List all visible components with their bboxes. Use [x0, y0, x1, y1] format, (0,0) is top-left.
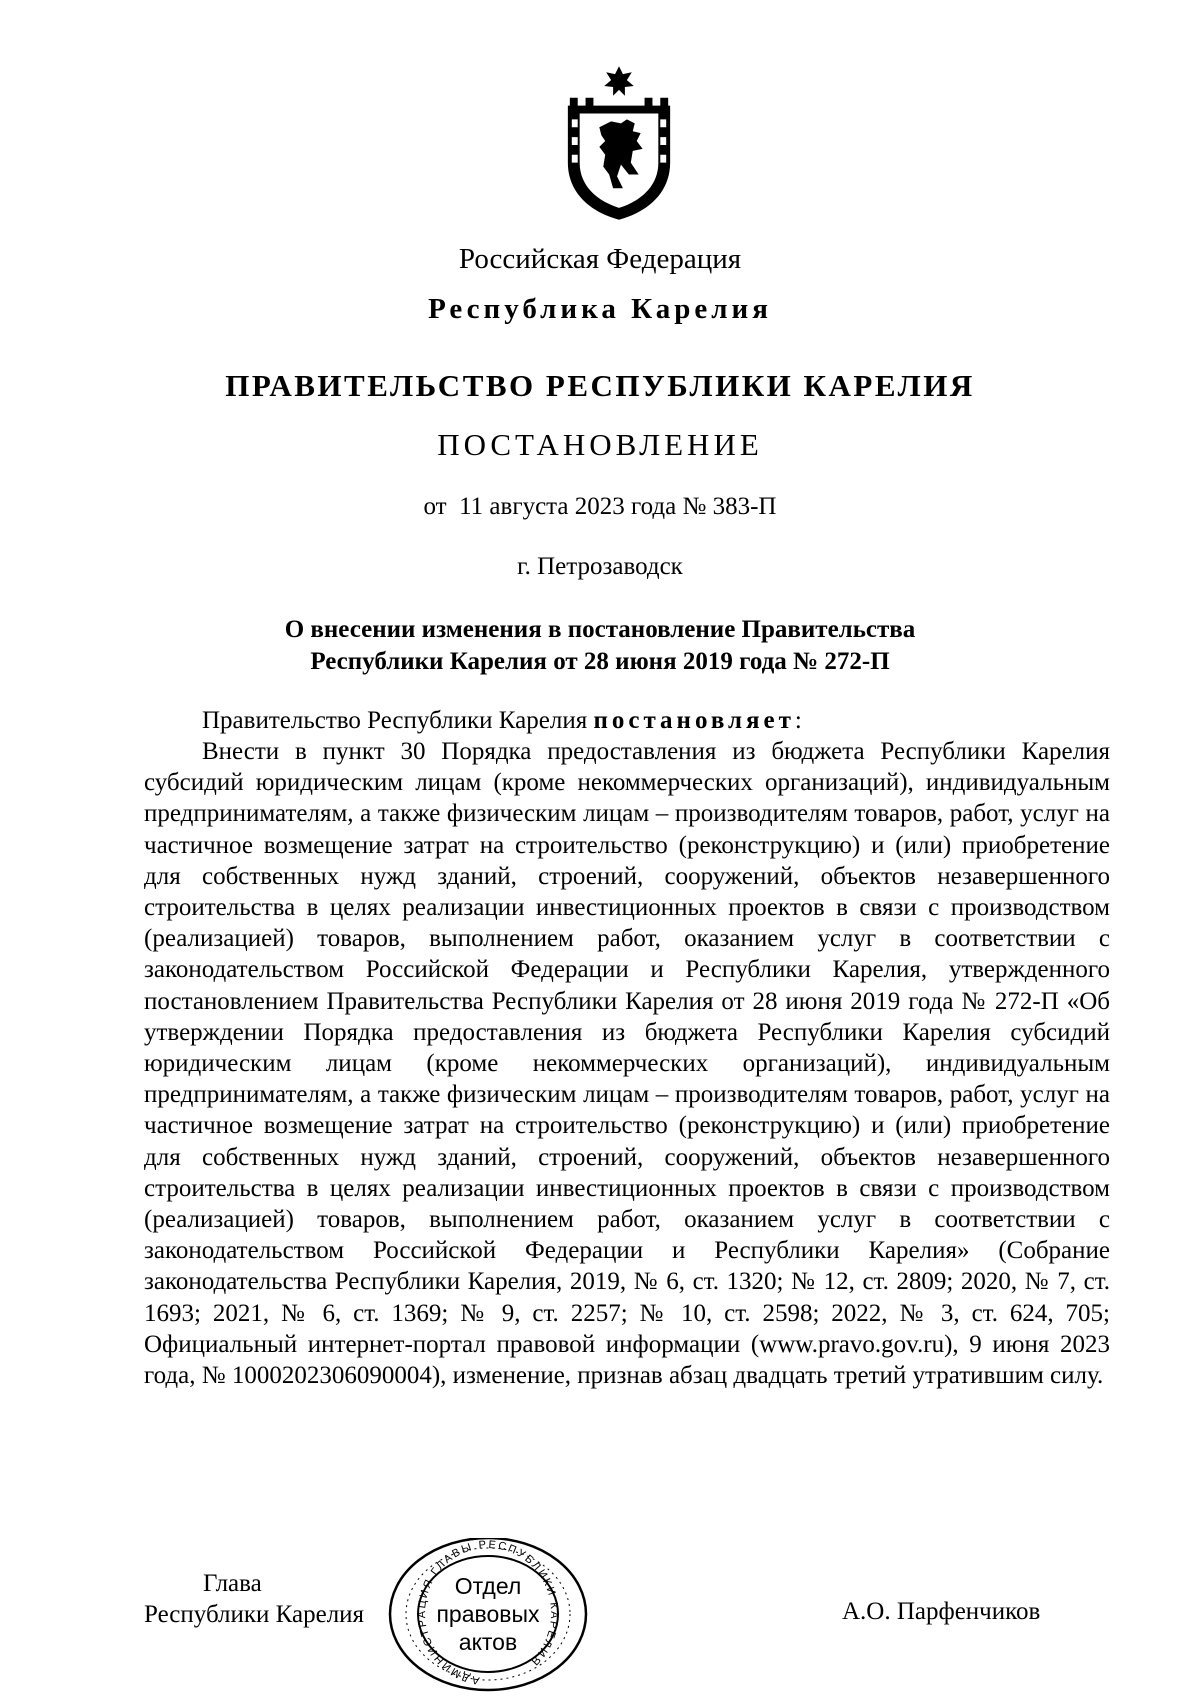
- signatory-title-line-1: Глава: [203, 1570, 262, 1597]
- document-city: г. Петрозаводск: [517, 553, 683, 580]
- government-title: ПРАВИТЕЛЬСТВО РЕСПУБЛИКИ КАРЕЛИЯ: [225, 368, 975, 403]
- republic-title: Республика Карелия: [428, 293, 772, 325]
- subject-line-1: О внесении изменения в постановление Правительства: [284, 616, 916, 643]
- signatory-title-line-2: Республики Карелия: [144, 1601, 365, 1628]
- svg-text:АДМИНИСТРАЦИЯ ГЛАВЫ РЕСПУБЛИКИ: АДМИНИСТРАЦИЯ ГЛАВЫ РЕСПУБЛИКИ КАРЕЛИЯ: [416, 1538, 561, 1687]
- signatory-title: [144, 1568, 364, 1630]
- preamble-colon: :: [794, 707, 802, 734]
- preamble: [144, 705, 1110, 736]
- karelia-coat-of-arms-icon: [560, 64, 678, 222]
- stamp-line-3: актов: [458, 1629, 518, 1655]
- stamp-line-2: правовых: [436, 1601, 540, 1627]
- document-type: ПОСТАНОВЛЕНИЕ: [437, 427, 763, 462]
- stamp-line-1: Отдел: [454, 1573, 522, 1599]
- document-date-number: от 11 августа 2023 года № 383-П: [423, 493, 777, 520]
- signatory-name: А.О. Парфенчиков: [842, 1598, 1041, 1625]
- subject-line-2: Республики Карелия от 28 июня 2019 года № 272-П: [310, 648, 890, 675]
- legal-department-stamp: [383, 1538, 593, 1694]
- preamble-lead: Правительство Республики Карелия: [202, 707, 594, 734]
- document-subject: [0, 614, 1200, 678]
- preamble-verb: постановляет: [593, 707, 795, 734]
- main-paragraph: Внести в пункт 30 Порядка предоставления из бюджета Республики Карелия субсидий юридическим лицам (кроме некоммерческих организаций), индивидуальным предпринимателям, а также физическим лицам – производителям товаров, работ, услуг на частичное возмещение затрат на строительство (реконструкцию) и (или) приобретение для собственных нужд зданий, строений, сооружений, объектов незавершенного строительства в целях реализации инвестиционных проектов в связи с производством (реализацией) товаров, выполнением работ, оказанием услуг в соответствии с законодательством Российской Федерации и Республики Карелия, утвержденного постановлением Правительства Республики Карелия от 28 июня 2019 года № 272-П «Об утверждении Порядка предоставления из бюджета Республики Карелия субсидий юридическим лицам (кроме некоммерческих организаций), индивидуальным предпринимателям, а также физическим лицам – производителям товаров, работ, услуг на частичное возмещение затрат на строительство (реконструкцию) и (или) приобретение для собственных нужд зданий, строений, сооружений, объектов незавершенного строительства в целях реализации инвестиционных проектов в связи с производством (реализацией) товаров, выполнением работ, оказанием услуг в соответствии с законодательством Российской Федерации и Республики Карелия» (Собрание законодательства Республики Карелия, 2019, № 6, ст. 1320; № 12, ст. 2809; 2020, № 7, ст. 1693; 2021, № 6, ст. 1369; № 9, ст. 2257; № 10, ст. 2598; 2022, № 3, ст. 624, 705; Официальный интернет-портал правовой информации (www.pravo.gov.ru), 9 июня 2023 года, № 1000202306090004), изменение, признав абзац двадцать третий утратившим силу.: [144, 738, 1110, 1390]
- federation-title: Российская Федерация: [458, 243, 742, 275]
